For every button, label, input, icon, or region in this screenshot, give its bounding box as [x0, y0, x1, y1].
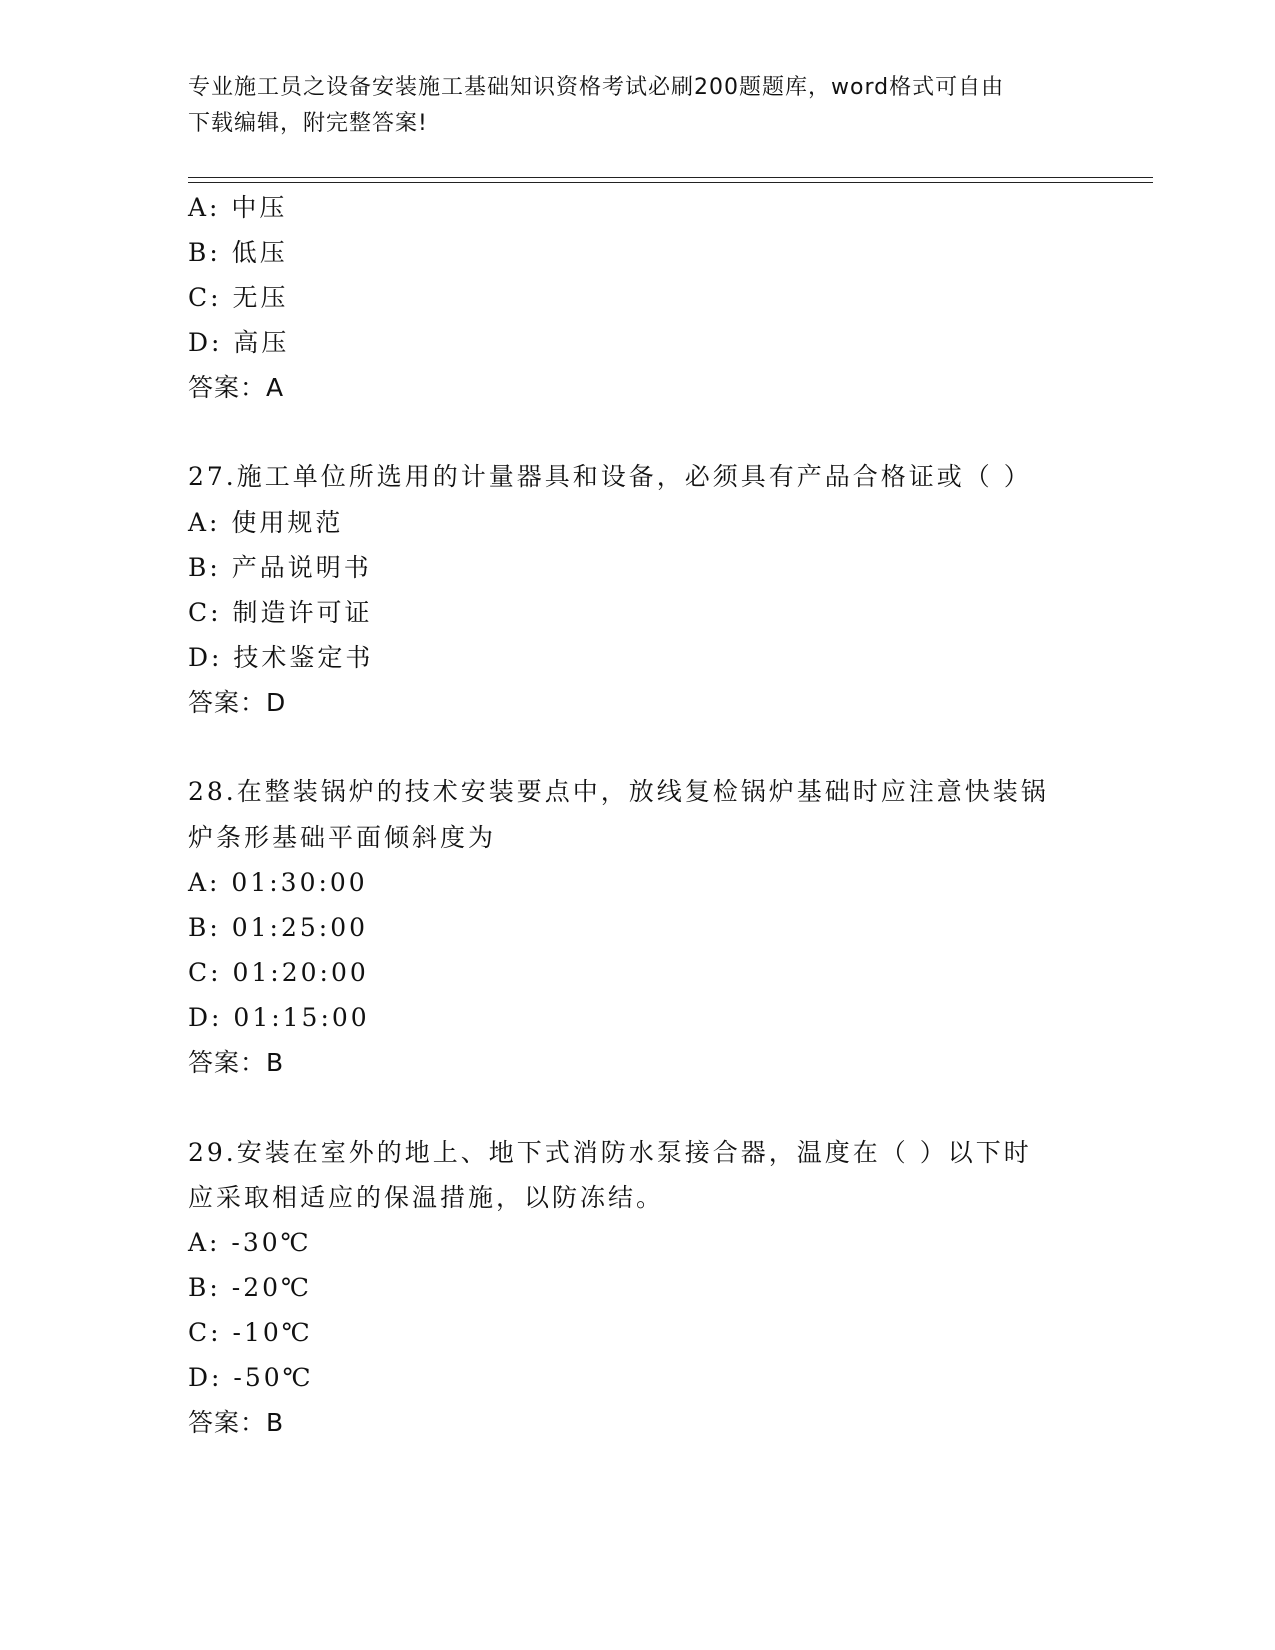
q29-option-d: D: -50℃: [188, 1363, 314, 1392]
q28-stem-line-2: 炉条形基础平面倾斜度为: [188, 823, 497, 852]
q29-option-a: A: -30℃: [188, 1228, 312, 1257]
q29-stem-line-2: 应采取相适应的保温措施，以防冻结。: [188, 1183, 665, 1212]
q26-option-b: B: 低压: [188, 238, 288, 267]
document-header: [188, 70, 1068, 142]
q28-option-d: D: 01:15:00: [188, 1003, 370, 1032]
q28-option-a: A: 01:30:00: [188, 868, 368, 897]
header-divider-top: [188, 177, 1153, 178]
q26-option-a: A: 中压: [188, 193, 288, 222]
q28-option-b: B: 01:25:00: [188, 913, 369, 942]
q29-option-c: C: -10℃: [188, 1318, 313, 1347]
q29-answer: 答案：B: [188, 1408, 285, 1437]
q27-option-a: A: 使用规范: [188, 508, 344, 537]
q28-stem-line-1: 28.在整装锅炉的技术安装要点中，放线复检锅炉基础时应注意快装锅: [188, 777, 1049, 806]
q29-stem-line-1: 29.安装在室外的地上、地下式消防水泵接合器，温度在（ ）以下时: [188, 1138, 1032, 1167]
header-divider-bottom: [188, 182, 1153, 183]
q29-option-b: B: -20℃: [188, 1273, 312, 1302]
header-line-1: 专业施工员之设备安装施工基础知识资格考试必刷200题题库，word格式可自由: [188, 75, 1005, 100]
header-line-2: 下载编辑，附完整答案!: [188, 111, 428, 136]
q28-option-c: C: 01:20:00: [188, 958, 369, 987]
q27-option-b: B: 产品说明书: [188, 553, 372, 582]
q27-stem: 27.施工单位所选用的计量器具和设备，必须具有产品合格证或（ ）: [188, 462, 1032, 491]
q26-answer: 答案：A: [188, 373, 285, 402]
q26-option-d: D: 高压: [188, 328, 290, 357]
q26-option-c: C: 无压: [188, 283, 289, 312]
q28-answer: 答案：B: [188, 1048, 285, 1077]
q27-option-d: D: 技术鉴定书: [188, 643, 374, 672]
q27-answer: 答案：D: [188, 688, 287, 717]
q27-option-c: C: 制造许可证: [188, 598, 373, 627]
